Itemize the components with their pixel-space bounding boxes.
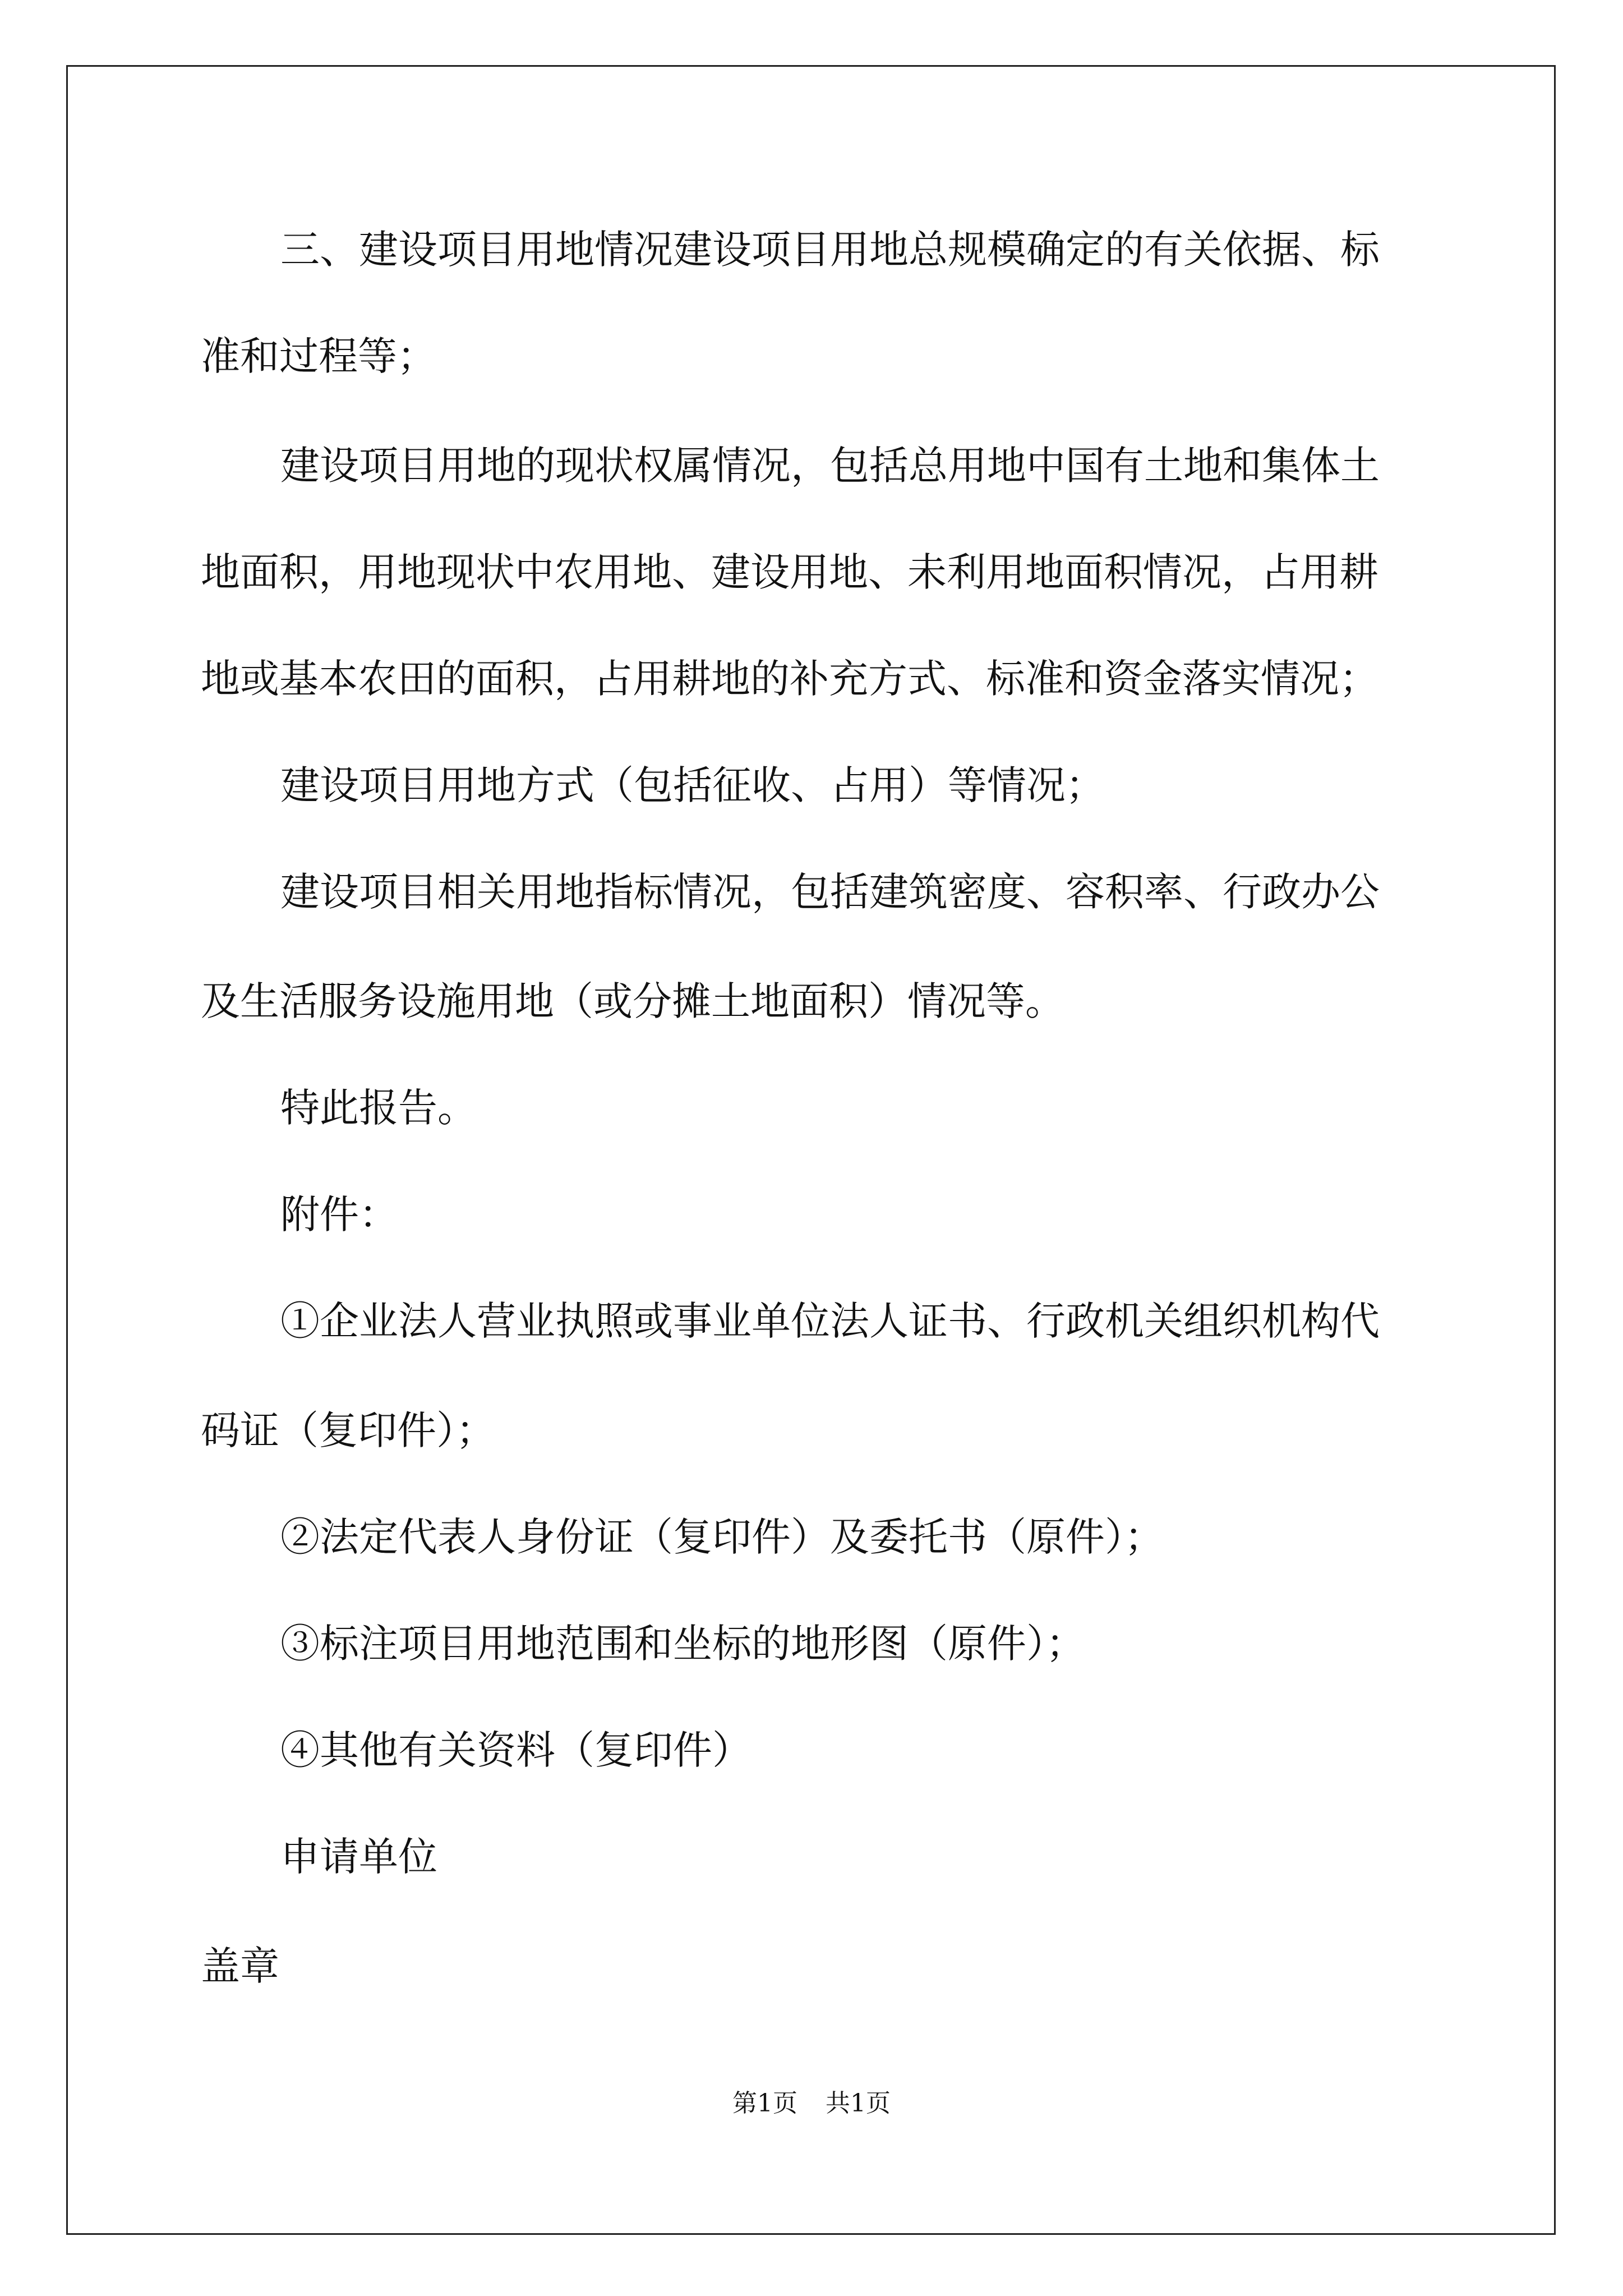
page-number-total: 共1页 bbox=[826, 2089, 891, 2118]
paragraph-line: 申请单位 bbox=[280, 1834, 437, 1880]
paragraph-line: ①企业法人营业执照或事业单位法人证书、行政机关组织机构代 bbox=[280, 1298, 1380, 1344]
paragraph-line: 地或基本农田的面积，占用耕地的补充方式、标准和资金落实情况； bbox=[201, 656, 1378, 702]
paragraph-line: 三、建设项目用地情况建设项目用地总规模确定的有关依据、标 bbox=[280, 227, 1380, 273]
page-footer bbox=[0, 2087, 1623, 2120]
paragraph-line: ②法定代表人身份证（复印件）及委托书（原件）； bbox=[280, 1514, 1164, 1560]
paragraph-line: 建设项目用地方式（包括征收、占用）等情况； bbox=[280, 762, 1105, 808]
paragraph-line: 准和过程等； bbox=[201, 333, 436, 379]
paragraph-line: ③标注项目用地范围和坐标的地形图（原件）； bbox=[280, 1621, 1085, 1667]
paragraph-line: 盖章 bbox=[201, 1943, 279, 1989]
paragraph-line: ④其他有关资料（复印件） bbox=[280, 1727, 751, 1773]
page-number-current: 第1页 bbox=[732, 2089, 797, 2118]
paragraph-line: 特此报告。 bbox=[280, 1085, 477, 1131]
paragraph-line: 及生活服务设施用地（或分摊土地面积）情况等。 bbox=[201, 978, 1064, 1024]
page-border bbox=[66, 65, 1556, 2235]
paragraph-line: 码证（复印件）； bbox=[201, 1407, 495, 1453]
paragraph-line: 地面积，用地现状中农用地、建设用地、未利用地面积情况，占用耕 bbox=[201, 549, 1378, 595]
paragraph-line: 附件： bbox=[280, 1191, 398, 1237]
paragraph-line: 建设项目相关用地指标情况，包括建筑密度、容积率、行政办公 bbox=[280, 869, 1380, 915]
paragraph-line: 建设项目用地的现状权属情况，包括总用地中国有土地和集体土 bbox=[280, 443, 1380, 489]
